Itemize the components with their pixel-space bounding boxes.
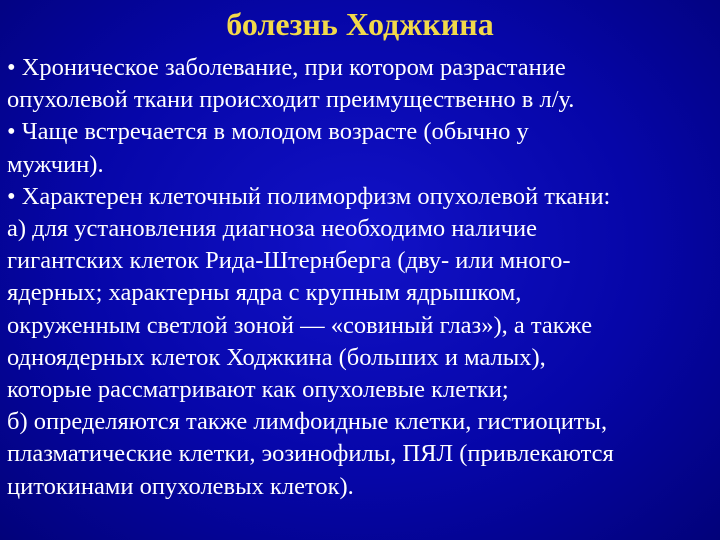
slide-body <box>7 52 717 503</box>
body-line: которые рассматривают как опухолевые клетки; <box>7 376 509 404</box>
body-line: • Характерен клеточный полиморфизм опухолевой ткани: <box>7 182 611 210</box>
body-line: цитокинами опухолевых клеток). <box>7 472 354 500</box>
body-line: гигантских клеток Рида-Штернберга (дву- или много- <box>7 247 571 275</box>
body-line: окруженным светлой зоной — «совиный глаз»), а также <box>7 311 593 339</box>
body-line: б) определяются также лимфоидные клетки, гистиоциты, <box>7 408 608 436</box>
body-line: плазматические клетки, эозинофилы, ПЯЛ (привлекаются <box>7 440 614 468</box>
body-line: • Чаще встречается в молодом возрасте (обычно у <box>7 118 529 146</box>
body-line: одноядерных клеток Ходжкина (больших и малых), <box>7 343 546 371</box>
body-line: мужчин). <box>7 150 104 178</box>
body-line: опухолевой ткани происходит преимущественно в л/у. <box>7 86 575 114</box>
slide-title: болезнь Ходжкина <box>226 6 494 42</box>
body-line: • Хроническое заболевание, при котором разрастание <box>7 54 566 81</box>
body-line: ядерных; характерны ядра с крупным ядрышком, <box>7 279 522 307</box>
body-line: а) для установления диагноза необходимо наличие <box>7 215 538 243</box>
